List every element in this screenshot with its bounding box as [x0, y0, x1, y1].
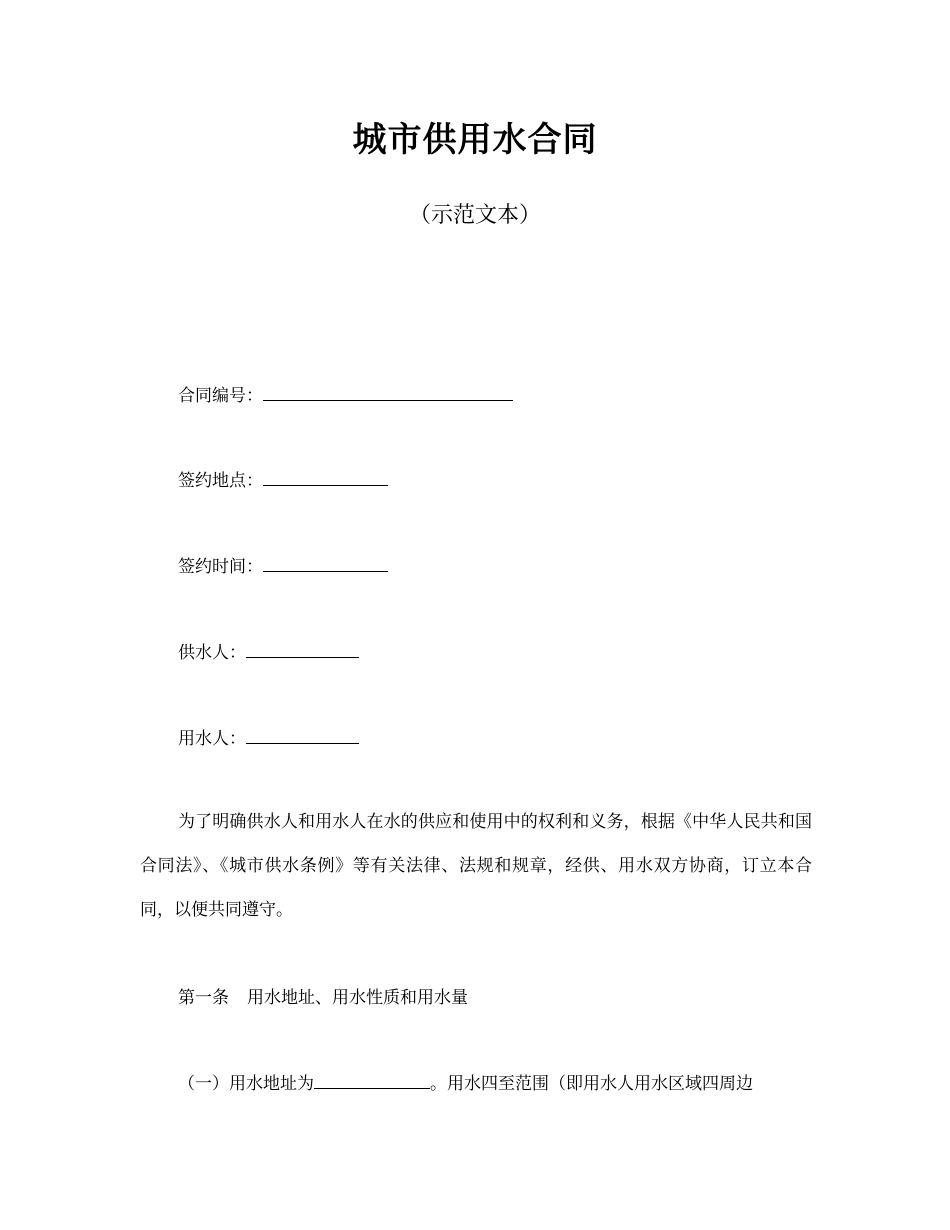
preamble-paragraph: 为了明确供水人和用水人在水的供应和使用中的权利和义务，根据《中华人民共和国合同法》、《城市供水条例》等有关法律、法规和规章，经供、用水双方协商，订立本合同，以便共同遵守。 [140, 812, 812, 920]
water-supplier-label: 供水人： [178, 643, 246, 663]
signing-place-field [178, 467, 388, 494]
article-1-number: 第一条 [178, 988, 229, 1008]
signing-place-label: 签约地点： [178, 471, 263, 491]
contract-number-field [178, 382, 513, 409]
document-title: 城市供用水合同 [352, 120, 598, 160]
clause-1-prefix: （一）用水地址为 [178, 1074, 314, 1094]
article-1-title: 用水地址、用水性质和用水量 [247, 988, 468, 1008]
water-user-blank [246, 725, 359, 744]
signing-time-field [178, 553, 388, 580]
water-address-blank [314, 1070, 430, 1089]
contract-number-label: 合同编号： [178, 386, 263, 406]
water-user-field [178, 725, 359, 752]
clause-1-suffix: 。用水四至范围（即用水人用水区域四周边 [430, 1074, 753, 1094]
water-supplier-blank [246, 639, 359, 658]
clause-1 [178, 1069, 753, 1094]
water-supplier-field [178, 639, 359, 666]
signing-time-blank [263, 553, 388, 572]
article-1-heading [178, 983, 468, 1008]
water-user-label: 用水人： [178, 729, 246, 749]
document-subtitle: （示范文本） [408, 203, 541, 228]
signing-time-label: 签约时间： [178, 557, 263, 577]
signing-place-blank [263, 467, 388, 486]
contract-number-blank [263, 382, 513, 401]
